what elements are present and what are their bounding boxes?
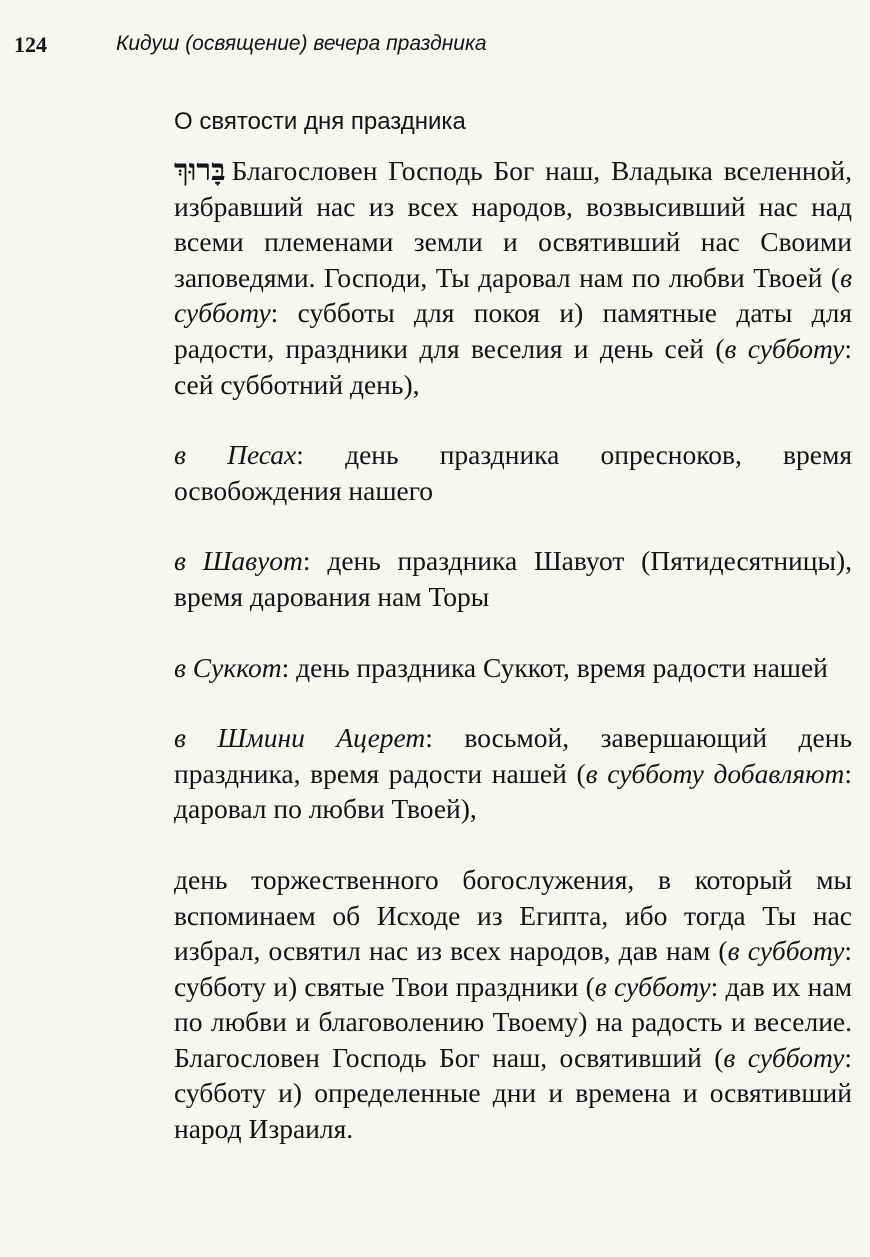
page-number: 124: [14, 32, 47, 57]
italic-instruction: в субботу: [727, 935, 845, 967]
text-run: : даровал по любви Твоей),: [174, 757, 852, 825]
paragraph-pesach: [174, 437, 852, 508]
text-run: : дав их нам по любви и благоволению Твоему) на радость и веселие. Благословен Господь Бог наш, освятивший (: [174, 970, 852, 1073]
text-run: : субботу и) святые Твои праздники (: [174, 935, 852, 1002]
text-run: : субботу и) определенные дни и времена и освятивший народ Израиля.: [174, 1041, 852, 1145]
text-run: : день праздника Шавуот (Пятидесятницы), время дарования нам Торы: [174, 545, 852, 612]
page-header: [14, 32, 854, 62]
paragraph-blessing: [174, 153, 852, 402]
paragraph-shavuot: [174, 543, 852, 614]
text-run: Благословен Господь Бог наш, Владыка вселенной, избравший нас из всех народов, возвысивший нас над всеми племенами земли и освятивший нас Своими заповедями. Господи, Ты даровал нам по любви Твоей (: [174, 155, 852, 293]
text-run: : сей субботний день),: [174, 332, 853, 400]
italic-instruction: в субботу добавляют: [585, 757, 845, 789]
italic-instruction: в субботу: [723, 1041, 845, 1073]
text-run: день торжественного богослужения, в который мы вспоминаем об Исходе из Египта, ибо тогда Ты нас избрал, освятил нас из всех народов, дав нам (: [174, 863, 852, 967]
italic-instruction: в Песах: [174, 439, 297, 471]
text-run: : восьмой, завершающий день праздника, время радости нашей (: [174, 722, 853, 789]
italic-instruction: в Суккот: [174, 651, 282, 683]
italic-instruction: в субботу: [724, 332, 845, 364]
paragraph-shmini-atzeret: [174, 720, 852, 827]
section-title: О святости дня праздника: [174, 108, 466, 135]
text-run: : субботы для покоя и) памятные даты для радости, праздники для веселия и день сей (: [174, 297, 852, 364]
italic-instruction: в субботу: [594, 970, 711, 1002]
paragraph-sukkot: [174, 650, 852, 686]
text-run: : день праздника опресноков, время освобождения нашего: [174, 439, 852, 506]
italic-instruction: в субботу: [174, 261, 852, 329]
text-body: [174, 153, 852, 1147]
paragraph-conclusion: [174, 862, 852, 1147]
running-title: Кидуш (освящение) вечера праздника: [116, 32, 487, 55]
italic-instruction: в Шавуот: [174, 545, 303, 577]
hebrew-word: בָּרוּךְ: [174, 153, 226, 188]
text-run: : день праздника Суккот, время радости нашей: [281, 651, 828, 683]
italic-instruction: в Шмини Ацерет: [174, 722, 426, 754]
